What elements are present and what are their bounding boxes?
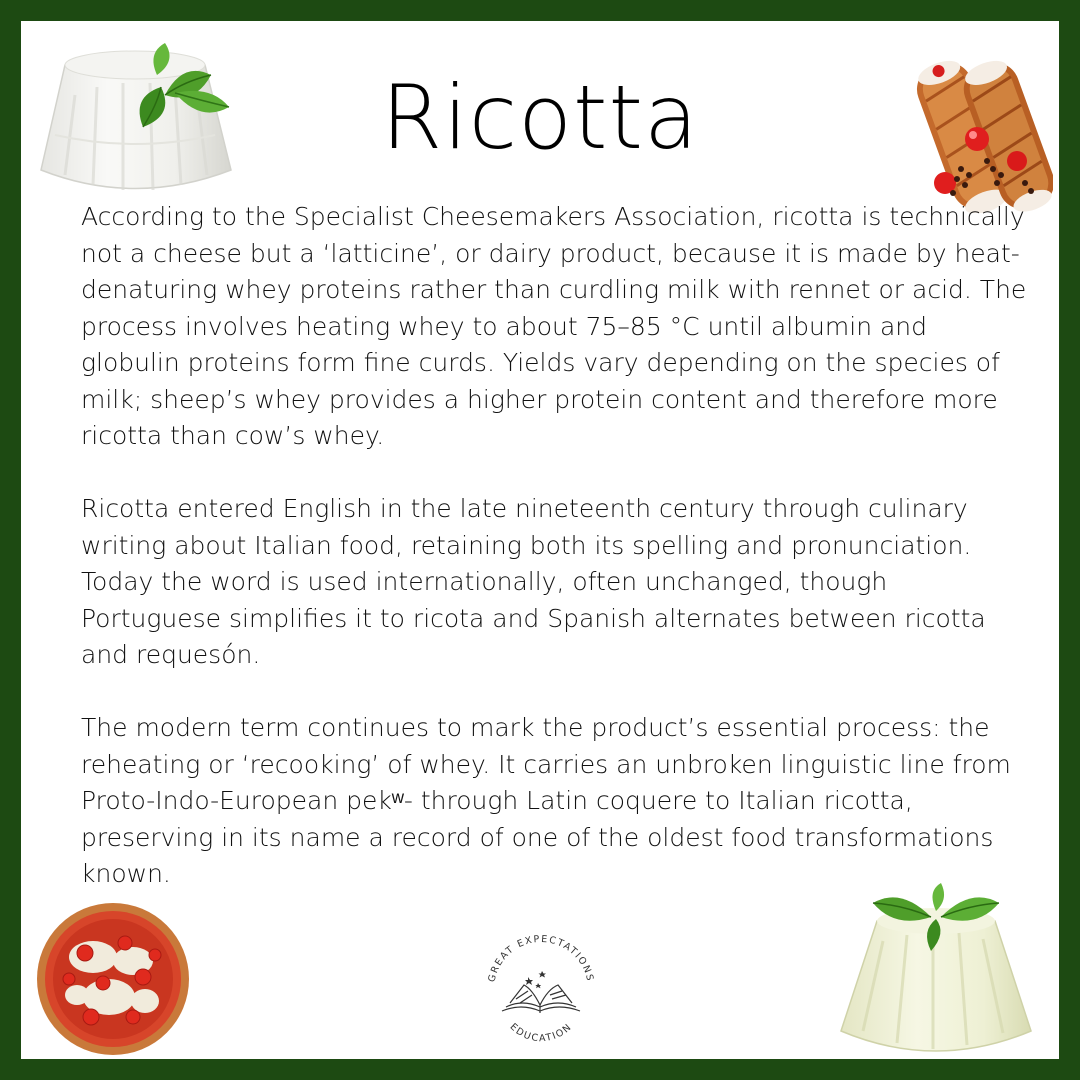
- article-body: [81, 199, 1031, 929]
- ricotta-mould-basil-illustration: [833, 881, 1039, 1061]
- paragraph-2: Ricotta entered English in the late nineteenth century through culinary writing about Italian food, retaining both its spelling and pronunciation. Today the word is used internationally, often unchanged, though Portuguese simplifies it to ricota and Spanish alternates between ricotta and requesón.: [81, 494, 986, 669]
- open-book-icon: [502, 985, 580, 1013]
- svg-text:EDUCATION: [508, 1021, 575, 1044]
- paragraph-1: According to the Specialist Cheesemakers Association, ricotta is technically not a cheese but a ‘latticine’, or dairy product, because it is made by heat-denaturing whey proteins rather than curdling milk with rennet or acid. The process involves heating whey to about 75–85 °C until albumin and globulin proteins form fine curds. Yields vary depending on the species of milk; sheep’s whey provides a higher protein content and therefore more ricotta than cow’s whey.: [81, 202, 1027, 450]
- pizza-illustration: [33, 899, 193, 1059]
- logo-bottom-text: EDUCATION: [507, 1021, 575, 1045]
- logo-top-text: GREAT EXPECTATIONS: [486, 933, 596, 984]
- great-expectations-logo: [476, 919, 606, 1049]
- paragraph-3: The modern term continues to mark the product’s essential process: the reheating or ‘recooking’ of whey. It carries an unbroken linguistic line from Proto-Indo-European pekʷ- through Latin coquere to Italian ricotta, preserving in its name a record of one of the oldest food transformations known.: [81, 713, 1011, 888]
- page-title: Ricotta: [381, 66, 699, 169]
